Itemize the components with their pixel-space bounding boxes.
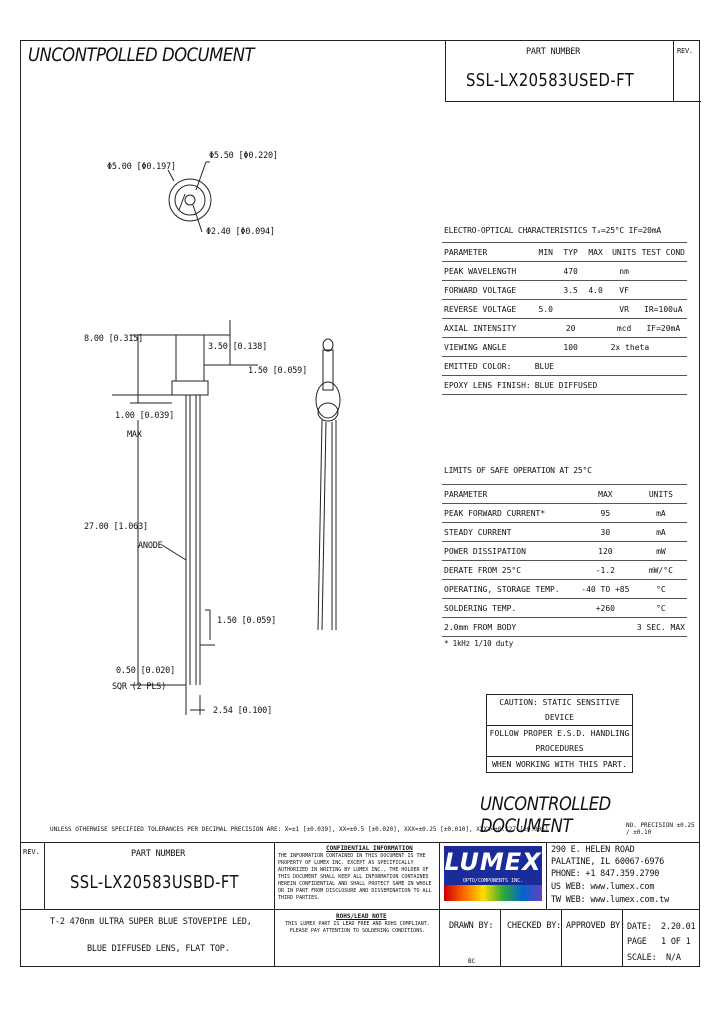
dim-max-label: MAX [127, 430, 142, 440]
eo-cell [640, 262, 687, 281]
dim-standoff: 1.50 [0.059] [217, 616, 277, 626]
dim-lead-width: 0.50 [0.020] [116, 666, 176, 676]
watermark-bottom: UNCONTROLLED DOCUMENT [480, 793, 611, 837]
tb-checked [500, 909, 562, 967]
eo-header: TYP [559, 243, 583, 262]
eo-cell: PEAK WAVELENGTH [442, 262, 533, 281]
eo-cell [582, 338, 608, 357]
page-label: PAGE [627, 937, 647, 947]
led-3d-dome [323, 339, 333, 351]
confidential-title: CONFIDENTIAL INFORMATION [326, 845, 413, 852]
scale-label: SCALE: [627, 953, 657, 963]
checked-by-label: CHECKED BY: [507, 921, 562, 931]
dim-lead-length: 27.00 [1.063] [84, 522, 148, 532]
address-line: PALATINE, IL 60067-6976 [551, 857, 665, 867]
safe-cell: -40 TO +85 [576, 580, 635, 599]
dim-flange-dia: Φ5.50 [Φ0.220] [209, 151, 278, 161]
rev-label: REV. [677, 47, 694, 55]
eo-cell [582, 319, 608, 338]
safe-cell: mA [635, 523, 687, 542]
eo-cell: EPOXY LENS FINISH: [442, 376, 533, 395]
tb-part-number: SSL-LX20583USBD-FT [70, 872, 239, 893]
eo-cell: nm [609, 262, 640, 281]
eo-cell: mcd [609, 319, 640, 338]
safe-footnote: * 1kHz 1/10 duty [444, 639, 514, 648]
eo-cell: 4.0 [582, 281, 608, 300]
safe-operation-table [442, 484, 687, 637]
eo-header: PARAMETER [442, 243, 533, 262]
safe-cell: 3 SEC. MAX [635, 618, 687, 637]
address-line: TW WEB: www.lumex.com.tw [551, 895, 670, 905]
caution-line: FOLLOW PROPER E.S.D. HANDLING PROCEDURES [487, 726, 632, 757]
safe-cell: POWER DISSIPATION [442, 542, 576, 561]
eo-header: TEST COND [640, 243, 687, 262]
eo-cell [559, 300, 583, 319]
safe-cell: mW/°C [635, 561, 687, 580]
eo-cell: FORWARD VOLTAGE [442, 281, 533, 300]
date-value: 2.20.01 [661, 922, 696, 932]
eo-cell: 2x theta [609, 338, 687, 357]
safe-cell: DERATE FROM 25°C [442, 561, 576, 580]
eo-cell: 100 [559, 338, 583, 357]
eo-cell: AXIAL INTENSITY [442, 319, 533, 338]
safe-cell: PEAK FORWARD CURRENT* [442, 504, 576, 523]
safe-cell: mW [635, 542, 687, 561]
safe-cell: +260 [576, 599, 635, 618]
eo-header: UNITS [609, 243, 640, 262]
tolerance-right: NO. PRECISION ±0.25 / ±0.10 [626, 822, 695, 836]
address-line: 290 E. HELEN ROAD [551, 845, 635, 855]
watermark-top: UNCONTPOLLED DOCUMENT [28, 44, 255, 66]
safe-cell: 120 [576, 542, 635, 561]
page-value: 1 OF 1 [661, 937, 691, 947]
eo-cell [533, 262, 559, 281]
tb-approved [561, 909, 626, 967]
eo-cell: BLUE DIFFUSED [533, 376, 687, 395]
tb-part-label: PART NUMBER [131, 849, 186, 859]
dim-height-total: 8.00 [0.315] [84, 334, 144, 344]
caution-line: WHEN WORKING WITH THIS PART. [492, 760, 627, 769]
tb-rev-label: REV. [23, 848, 40, 856]
dim-outer-dia: Φ5.00 [Φ0.197] [107, 162, 176, 172]
eo-cell: EMITTED COLOR: [442, 357, 533, 376]
date-label: DATE: [627, 922, 652, 932]
eo-cell: 20 [559, 319, 583, 338]
drawn-by-label: DRAWN BY: [449, 921, 494, 931]
eo-cell: 5.0 [533, 300, 559, 319]
rohs-text: THIS LUMEX PART IS LEAD FREE AND ROHS COMPLIANT. PLEASE PAY ATTENTION TO SOLDERING CONDITIONS. [285, 921, 430, 934]
safe-header: PARAMETER [442, 485, 576, 504]
safe-header: UNITS [635, 485, 687, 504]
dim-lead-sq: SQR (2 PLS) [112, 682, 167, 692]
safe-cell: -1.2 [576, 561, 635, 580]
eo-cell [582, 262, 608, 281]
electro-optical-table [442, 242, 687, 395]
part-number-label: PART NUMBER [526, 47, 581, 57]
safe-cell: 30 [576, 523, 635, 542]
eo-header: MAX [582, 243, 608, 262]
safe-cell: mA [635, 504, 687, 523]
eo-title: ELECTRO-OPTICAL CHARACTERISTICS Tₐ=25°C IF=20mA [444, 226, 661, 235]
rohs-title: ROHS/LEAD NOTE [336, 913, 387, 920]
safe-cell: °C [635, 580, 687, 599]
eo-cell: IR=100uA [640, 300, 687, 319]
safe-cell: OPERATING, STORAGE TEMP. [442, 580, 576, 599]
confidential-text: THE INFORMATION CONTAINED IN THIS DOCUMENT IS THE PROPERTY OF LUMEX INC. EXCEPT AS SPECIFICALLY AUTHORIZED IN WRITING BY LUMEX INC., THE HOLDER OF THIS DOCUMENT SHALL KEEP ALL INFORMATION CONTAINED HEREIN CONFIDENTIAL AND SHALL PROTECT SAME IN WHOLE OR IN PART FROM DISCLOSURE AND DISSEMINATION TO ALL THIRD PARTIES. [278, 853, 432, 901]
safe-title: LIMITS OF SAFE OPERATION AT 25°C [444, 466, 592, 475]
lumex-logo [444, 846, 542, 906]
eo-cell [582, 300, 608, 319]
eo-cell: REVERSE VOLTAGE [442, 300, 533, 319]
anode-label: ANODE [138, 541, 163, 551]
dim-height-body: 3.50 [0.138] [208, 342, 268, 352]
safe-cell: 2.0mm FROM BODY [442, 618, 576, 637]
eo-cell [533, 319, 559, 338]
lumex-logo-spectrum [444, 885, 542, 901]
eo-cell: VIEWING ANGLE [442, 338, 533, 357]
safe-cell: STEADY CURRENT [442, 523, 576, 542]
dim-inner-dia: Φ2.40 [Φ0.094] [206, 227, 275, 237]
led-3d-body [316, 382, 340, 418]
safe-header: MAX [576, 485, 635, 504]
eo-cell: IF=20mA [640, 319, 687, 338]
dim-pitch: 2.54 [0.100] [213, 706, 273, 716]
eo-cell [640, 281, 687, 300]
eo-cell: 470 [559, 262, 583, 281]
approved-by-label: APPROVED BY: [566, 921, 626, 931]
lumex-logo-sub: OPTO/COMPONENTS INC. [444, 878, 542, 885]
caution-box [486, 694, 633, 773]
eo-header: MIN [533, 243, 559, 262]
top-view-inner [185, 195, 195, 205]
dim-flange-height: 1.50 [0.059] [248, 366, 308, 376]
description-line: T-2 470nm ULTRA SUPER BLUE STOVEPIPE LED, [50, 917, 252, 927]
scale-value: N/A [666, 953, 681, 963]
top-view-flange [175, 185, 205, 215]
dim-flange-max: 1.00 [0.039] [115, 411, 175, 421]
lumex-logo-text: LUMEX [444, 848, 542, 876]
description-line: BLUE DIFFUSED LENS, FLAT TOP. [87, 944, 230, 954]
address-line: US WEB: www.lumex.com [551, 882, 655, 892]
safe-cell: °C [635, 599, 687, 618]
safe-cell [576, 618, 635, 637]
part-number-top: SSL-LX20583USED-FT [466, 70, 635, 91]
eo-cell: VF [609, 281, 640, 300]
caution-line: CAUTION: STATIC SENSITIVE DEVICE [487, 695, 632, 726]
led-body [176, 335, 204, 381]
tolerance-note: UNLESS OTHERWISE SPECIFIED TOLERANCES PER DECIMAL PRECISION ARE: X=±1 [±0.039], XX=±0.5 [±0.020], XXX=±0.25 [±0.010], XXXX=±0.127 [±0.005] [50, 826, 549, 833]
drawn-by-value: BC [468, 958, 476, 965]
eo-cell: 3.5 [559, 281, 583, 300]
safe-cell: 95 [576, 504, 635, 523]
eo-cell [533, 338, 559, 357]
address-line: PHONE: +1 847.359.2790 [551, 869, 660, 879]
eo-cell: VR [609, 300, 640, 319]
eo-cell: BLUE [533, 357, 687, 376]
safe-cell: SOLDERING TEMP. [442, 599, 576, 618]
eo-cell [533, 281, 559, 300]
led-flange [172, 381, 208, 395]
